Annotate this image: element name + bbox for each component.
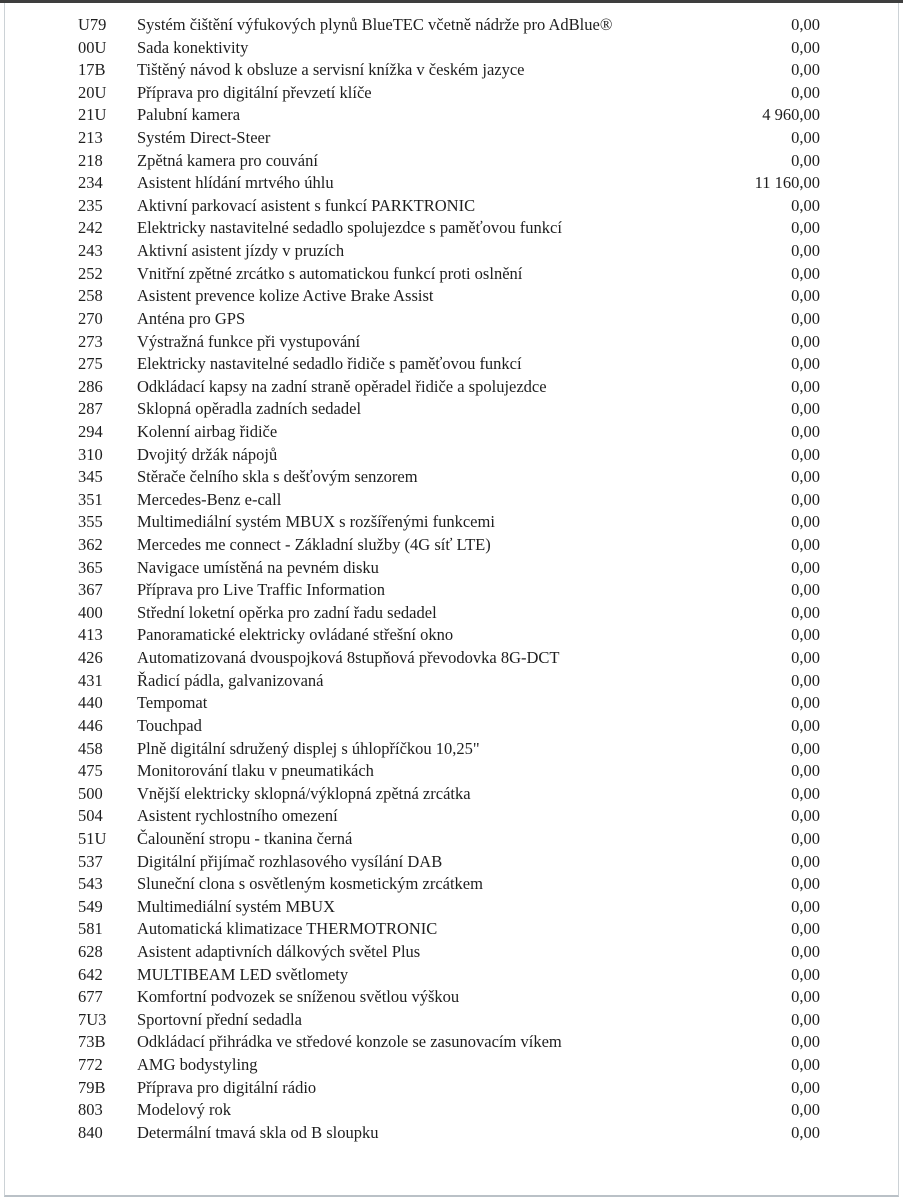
option-description: Čalounění stropu - tkanina černá (137, 828, 353, 848)
option-code: 287 (78, 399, 103, 419)
table-row (0, 511, 903, 534)
option-description: Systém Direct-Steer (137, 128, 271, 148)
option-code: 252 (78, 263, 103, 283)
table-row (0, 760, 903, 783)
option-price: 0,00 (791, 1032, 820, 1052)
option-description: Anténa pro GPS (137, 308, 246, 328)
option-code: 345 (78, 467, 103, 487)
option-code: 537 (78, 851, 103, 871)
table-row (0, 918, 903, 941)
table-row (0, 398, 903, 421)
option-code: 400 (78, 602, 103, 622)
option-description: Komfortní podvozek se sníženou světlou výškou (137, 987, 460, 1007)
option-description: Odkládací přihrádka ve středové konzole se zasunovacím víkem (137, 1032, 562, 1052)
option-price: 0,00 (791, 738, 820, 758)
option-code: 286 (78, 376, 103, 396)
option-price: 0,00 (791, 1055, 820, 1075)
option-price: 0,00 (791, 806, 820, 826)
option-description: AMG bodystyling (137, 1055, 258, 1075)
table-row (0, 1009, 903, 1032)
option-code: 772 (78, 1055, 103, 1075)
option-description: Multimediální systém MBUX s rozšířenými funkcemi (137, 512, 495, 532)
table-row (0, 738, 903, 761)
table-row (0, 1099, 903, 1122)
option-code: 51U (78, 828, 107, 848)
option-description: Vnější elektricky sklopná/výklopná zpětná zrcátka (137, 783, 471, 803)
option-code: 803 (78, 1100, 103, 1120)
option-price: 0,00 (791, 761, 820, 781)
option-description: Tempomat (137, 693, 208, 713)
option-code: 275 (78, 354, 103, 374)
option-price: 4 960,00 (762, 105, 820, 125)
table-row (0, 851, 903, 874)
option-price: 0,00 (791, 828, 820, 848)
table-row (0, 715, 903, 738)
option-price: 0,00 (791, 286, 820, 306)
option-description: MULTIBEAM LED světlomety (137, 964, 349, 984)
option-description: Sluneční clona s osvětleným kosmetickým zrcátkem (137, 874, 483, 894)
option-code: 504 (78, 806, 103, 826)
option-price: 0,00 (791, 376, 820, 396)
option-price: 0,00 (791, 625, 820, 645)
table-row (0, 670, 903, 693)
option-code: 7U3 (78, 1009, 107, 1029)
option-description: Touchpad (137, 715, 202, 735)
table-row (0, 59, 903, 82)
option-description: Elektricky nastavitelné sedadlo spolujezdce s paměťovou funkcí (137, 218, 562, 238)
option-description: Příprava pro Live Traffic Information (137, 580, 386, 600)
table-row (0, 240, 903, 263)
table-row (0, 941, 903, 964)
option-code: 642 (78, 964, 103, 984)
option-description: Střední loketní opěrka pro zadní řadu sedadel (137, 602, 437, 622)
option-code: 840 (78, 1122, 103, 1142)
table-row (0, 263, 903, 286)
option-description: Aktivní parkovací asistent s funkcí PARKTRONIC (137, 195, 476, 215)
option-description: Palubní kamera (137, 105, 241, 125)
option-code: 362 (78, 535, 103, 555)
table-row (0, 444, 903, 467)
option-code: 234 (78, 173, 103, 193)
table-row (0, 896, 903, 919)
table-row (0, 466, 903, 489)
option-price: 0,00 (791, 60, 820, 80)
option-description: Elektricky nastavitelné sedadlo řidiče s paměťovou funkcí (137, 354, 522, 374)
option-description: Asistent adaptivních dálkových světel Plus (137, 941, 421, 961)
table-row (0, 217, 903, 240)
option-price: 0,00 (791, 941, 820, 961)
option-price: 0,00 (791, 715, 820, 735)
table-row (0, 353, 903, 376)
option-description: Stěrače čelního skla s dešťovým senzorem (137, 467, 418, 487)
option-price: 0,00 (791, 15, 820, 34)
table-row (0, 1054, 903, 1077)
table-row (0, 647, 903, 670)
option-code: 581 (78, 919, 103, 939)
table-row (0, 104, 903, 127)
option-code: 355 (78, 512, 103, 532)
option-price: 0,00 (791, 1122, 820, 1142)
option-price: 0,00 (791, 128, 820, 148)
table-row (0, 14, 903, 37)
option-description: Automatizovaná dvouspojková 8stupňová převodovka 8G-DCT (137, 648, 560, 668)
option-price: 0,00 (791, 693, 820, 713)
option-price: 0,00 (791, 648, 820, 668)
option-code: 20U (78, 82, 107, 102)
option-price: 0,00 (791, 874, 820, 894)
option-code: 475 (78, 761, 103, 781)
option-code: 258 (78, 286, 103, 306)
table-row (0, 195, 903, 218)
option-description: Mercedes me connect - Základní služby (4G síť LTE) (137, 535, 491, 555)
option-price: 0,00 (791, 1077, 820, 1097)
option-description: Tištěný návod k obsluze a servisní knížka v českém jazyce (137, 60, 525, 80)
table-row (0, 308, 903, 331)
option-code: 294 (78, 421, 103, 441)
table-row (0, 557, 903, 580)
table-row (0, 783, 903, 806)
option-description: Sada konektivity (137, 37, 249, 57)
table-row (0, 986, 903, 1009)
option-description: Asistent prevence kolize Active Brake Assist (137, 286, 434, 306)
table-row (0, 964, 903, 987)
option-code: 351 (78, 489, 103, 509)
option-description: Dvojitý držák nápojů (137, 444, 278, 464)
option-description: Řadicí pádla, galvanizovaná (137, 670, 324, 690)
option-code: 365 (78, 557, 103, 577)
option-price: 11 160,00 (754, 173, 820, 193)
table-row (0, 150, 903, 173)
option-description: Determální tmavá skla od B sloupku (137, 1122, 379, 1142)
option-description: Automatická klimatizace THERMOTRONIC (137, 919, 438, 939)
option-code: 235 (78, 195, 103, 215)
table-row (0, 127, 903, 150)
option-description: Panoramatické elektricky ovládané střešní okno (137, 625, 454, 645)
option-description: Příprava pro digitální rádio (137, 1077, 317, 1097)
table-row (0, 805, 903, 828)
option-code: 17B (78, 60, 106, 80)
option-price: 0,00 (791, 467, 820, 487)
option-code: 21U (78, 105, 107, 125)
option-price: 0,00 (791, 580, 820, 600)
option-code: 213 (78, 128, 103, 148)
option-description: Kolenní airbag řidiče (137, 421, 278, 441)
option-description: Aktivní asistent jízdy v pruzích (137, 241, 345, 261)
option-code: 458 (78, 738, 103, 758)
option-code: 628 (78, 941, 103, 961)
option-price: 0,00 (791, 783, 820, 803)
option-price: 0,00 (791, 150, 820, 170)
option-price: 0,00 (791, 354, 820, 374)
option-description: Zpětná kamera pro couvání (137, 150, 318, 170)
table-row (0, 828, 903, 851)
option-description: Plně digitální sdružený displej s úhlopříčkou 10,25" (137, 738, 480, 758)
option-description: Modelový rok (137, 1100, 231, 1120)
option-code: 440 (78, 693, 103, 713)
option-price: 0,00 (791, 218, 820, 238)
option-code: 00U (78, 37, 107, 57)
option-code: 79B (78, 1077, 106, 1097)
option-description: Mercedes-Benz e-call (137, 489, 282, 509)
option-code: 243 (78, 241, 103, 261)
option-price: 0,00 (791, 964, 820, 984)
option-code: 446 (78, 715, 103, 735)
options-price-table (0, 14, 903, 1144)
option-price: 0,00 (791, 670, 820, 690)
option-code: 543 (78, 874, 103, 894)
option-code: 426 (78, 648, 103, 668)
option-description: Systém čištění výfukových plynů BlueTEC včetně nádrže pro AdBlue® (137, 15, 613, 34)
option-description: Odkládací kapsy na zadní straně opěradel řidiče a spolujezdce (137, 376, 547, 396)
option-description: Digitální přijímač rozhlasového vysílání DAB (137, 851, 443, 871)
option-price: 0,00 (791, 512, 820, 532)
option-description: Výstražná funkce při vystupování (137, 331, 361, 351)
option-code: 431 (78, 670, 103, 690)
option-description: Monitorování tlaku v pneumatikách (137, 761, 374, 781)
option-description: Asistent rychlostního omezení (137, 806, 338, 826)
option-price: 0,00 (791, 241, 820, 261)
table-row (0, 1122, 903, 1145)
option-description: Sportovní přední sedadla (137, 1009, 302, 1029)
option-description: Sklopná opěradla zadních sedadel (137, 399, 362, 419)
option-price: 0,00 (791, 489, 820, 509)
table-row (0, 602, 903, 625)
option-price: 0,00 (791, 557, 820, 577)
table-row (0, 579, 903, 602)
table-row (0, 285, 903, 308)
table-row (0, 172, 903, 195)
option-code: 310 (78, 444, 103, 464)
table-row (0, 489, 903, 512)
table-row (0, 692, 903, 715)
option-price: 0,00 (791, 535, 820, 555)
table-row (0, 873, 903, 896)
table-row (0, 331, 903, 354)
option-code: 218 (78, 150, 103, 170)
option-price: 0,00 (791, 82, 820, 102)
table-row (0, 624, 903, 647)
option-price: 0,00 (791, 399, 820, 419)
option-code: 270 (78, 308, 103, 328)
option-code: 242 (78, 218, 103, 238)
table-row (0, 421, 903, 444)
option-code: 549 (78, 896, 103, 916)
table-row (0, 534, 903, 557)
option-description: Asistent hlídání mrtvého úhlu (137, 173, 334, 193)
option-price: 0,00 (791, 421, 820, 441)
option-price: 0,00 (791, 1100, 820, 1120)
option-description: Multimediální systém MBUX (137, 896, 335, 916)
option-price: 0,00 (791, 602, 820, 622)
option-price: 0,00 (791, 263, 820, 283)
option-price: 0,00 (791, 1009, 820, 1029)
option-code: 273 (78, 331, 103, 351)
table-row (0, 82, 903, 105)
option-price: 0,00 (791, 919, 820, 939)
table-row (0, 1077, 903, 1100)
option-price: 0,00 (791, 308, 820, 328)
option-description: Příprava pro digitální převzetí klíče (137, 82, 372, 102)
option-price: 0,00 (791, 896, 820, 916)
option-price: 0,00 (791, 444, 820, 464)
option-code: 677 (78, 987, 103, 1007)
option-code: 367 (78, 580, 103, 600)
option-code: 413 (78, 625, 103, 645)
table-row (0, 1031, 903, 1054)
option-description: Vnitřní zpětné zrcátko s automatickou funkcí proti oslnění (137, 263, 523, 283)
option-price: 0,00 (791, 987, 820, 1007)
option-code: U79 (78, 15, 107, 34)
option-price: 0,00 (791, 331, 820, 351)
option-price: 0,00 (791, 195, 820, 215)
option-description: Navigace umístěná na pevném disku (137, 557, 379, 577)
option-code: 73B (78, 1032, 106, 1052)
option-price: 0,00 (791, 851, 820, 871)
option-code: 500 (78, 783, 103, 803)
scan-top-edge (0, 0, 903, 3)
option-price: 0,00 (791, 37, 820, 57)
table-row (0, 37, 903, 60)
table-row (0, 376, 903, 399)
